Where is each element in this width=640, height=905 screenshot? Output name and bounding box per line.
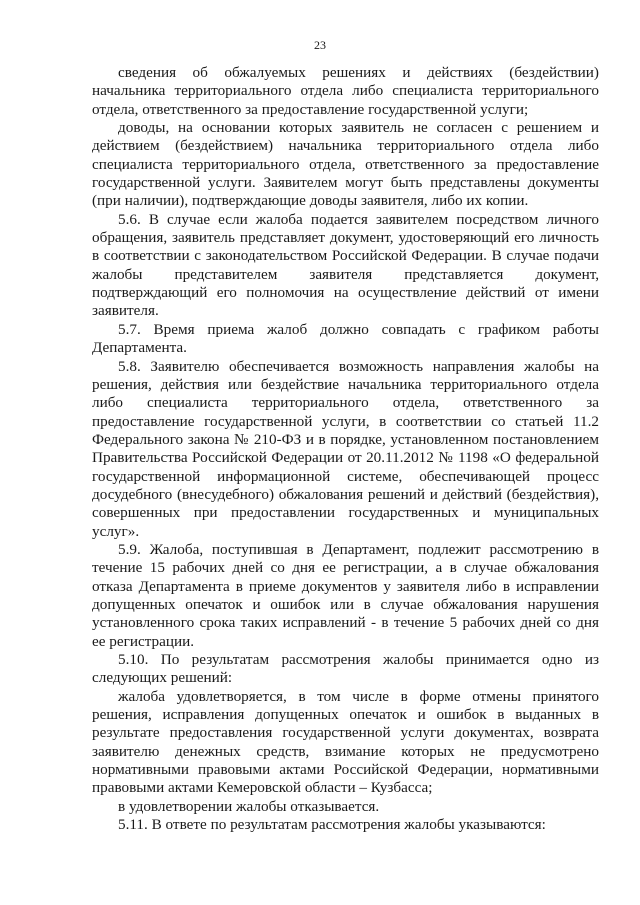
paragraph-5-7: 5.7. Время приема жалоб должно совпадать с графиком работы Департамента. <box>92 320 599 357</box>
document-body <box>92 64 599 834</box>
paragraph-5-6: 5.6. В случае если жалоба подается заявителем посредством личного обращения, заявитель представляет документ, удостоверяющий его личность в соответствии с законодательством Российской Федерации. В случае подачи жалобы представителем заявителя представляется документ, подтверждающий его полномочия на осуществление действий от имени заявителя. <box>92 210 599 320</box>
paragraph-arguments: доводы, на основании которых заявитель не согласен с решением и действием (бездействием) начальника территориального отдела либо специалиста территориального отдела, ответственного за предоставление государственной услуги. Заявителем могут быть представлены документы (при наличии), подтверждающие доводы заявителя, либо их копии. <box>92 119 599 210</box>
paragraph-5-8: 5.8. Заявителю обеспечивается возможность направления жалобы на решения, действия или бездействие начальника территориального отдела либо специалиста территориального отдела, ответственного за предоставление государственной услуги, в соответствии со статьей 11.2 Федерального закона № 210-ФЗ и в порядке, установленном постановлением Правительства Российской Федерации от 20.11.2012 № 1198 «О федеральной государственной информационной системе, обеспечивающей процесс досудебного (внесудебного) обжалования решений и действий (бездействия), совершенных при предоставлении государственных и муниципальных услуг». <box>92 357 599 540</box>
paragraph-5-9: 5.9. Жалоба, поступившая в Департамент, подлежит рассмотрению в течение 15 рабочих дней со дня ее регистрации, а в случае обжалования отказа Департамента в приеме документов у заявителя либо в исправлении допущенных опечаток и ошибок или в случае обжалования нарушения установленного срока таких исправлений - в течение 5 рабочих дней со дня ее регистрации. <box>92 540 599 650</box>
paragraph-appeal-info: сведения об обжалуемых решениях и действиях (бездействии) начальника территориального отдела либо специалиста территориального отдела, ответственного за предоставление государственной услуги; <box>92 64 599 118</box>
paragraph-complaint-satisfied: жалоба удовлетворяется, в том числе в форме отмены принятого решения, исправления допущенных опечаток и ошибок в выданных в результате предоставления государственной услуги документах, возврата заявителю денежных средств, взимание которых не предусмотрено нормативными правовыми актами Российской Федерации, нормативными правовыми актами Кемеровской области – Кузбасса; <box>92 687 599 797</box>
paragraph-5-10: 5.10. По результатам рассмотрения жалобы принимается одно из следующих решений: <box>92 651 599 687</box>
paragraph-5-11: 5.11. В ответе по результатам рассмотрения жалобы указываются: <box>118 816 546 834</box>
page-number: 23 <box>314 38 326 52</box>
paragraph-complaint-denied: в удовлетворении жалобы отказывается. <box>118 797 380 815</box>
